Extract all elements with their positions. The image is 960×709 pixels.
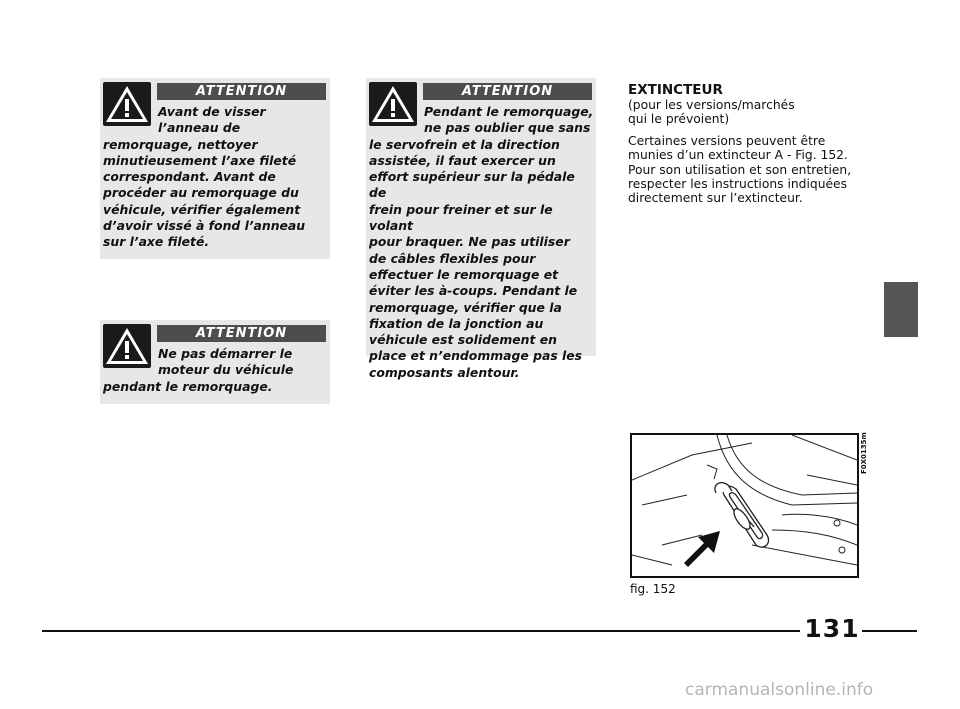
arrow-icon xyxy=(684,531,720,567)
warning-header: ATTENTION xyxy=(157,325,326,342)
section-subtitle-line: qui le prévoient) xyxy=(628,112,730,127)
section-body-line: respecter les instructions indiquées xyxy=(628,177,848,192)
chapter-tab-marker xyxy=(884,282,918,337)
section-body-line: directement sur l’extincteur. xyxy=(628,191,803,206)
figure-caption: fig. 152 xyxy=(630,582,676,596)
footer-rule-left xyxy=(42,630,800,632)
footer-rule-right xyxy=(862,630,917,632)
section-title: EXTINCTEUR xyxy=(628,82,723,98)
section-subtitle-line: (pour les versions/marchés xyxy=(628,98,795,112)
figure-152 xyxy=(630,433,859,578)
extincteur-section xyxy=(628,82,878,206)
figure-code: F0X0135m xyxy=(860,432,868,474)
section-body-line: Pour son utilisation et son entretien, xyxy=(628,162,852,177)
warning-text: Pendant le remorquage, ne pas oublier que sans le servofrein et la direction assistée, il faut exercer un effort supérieur sur la pédale de frein pour freiner et sur le volant pour braquer. Ne pas utiliser de câbles flexibles pour effectuer le remorquage et éviter les à-coups. Pendant le remorquage, vérifier que la fixation de la jonction au véhicule est solidement en place et n’endommage pas les composants alentour. xyxy=(369,104,594,380)
watermark: carmanualsonline.info xyxy=(685,680,874,700)
extinguisher-illustration xyxy=(632,435,857,576)
warning-text: Ne pas démarrer le moteur du véhicule pendant le remorquage. xyxy=(103,346,294,394)
warning-header: ATTENTION xyxy=(157,83,326,100)
warning-box-3 xyxy=(366,78,596,380)
section-body-line: munies d’un extincteur A - Fig. 152. xyxy=(628,148,848,163)
section-body-line: Certaines versions peuvent être xyxy=(628,133,826,148)
page-number: 131 xyxy=(804,614,860,643)
warning-text: Avant de visser l’anneau de remorquage, nettoyer minutieusement l’axe fileté correspondant. Avant de procéder au remorquage du véhicule, vérifier également d’avoir vissé à fond l’anneau sur l’axe fileté. xyxy=(103,104,306,250)
warning-box-1 xyxy=(100,78,330,259)
warning-box-2 xyxy=(100,320,330,404)
warning-header: ATTENTION xyxy=(423,83,592,100)
